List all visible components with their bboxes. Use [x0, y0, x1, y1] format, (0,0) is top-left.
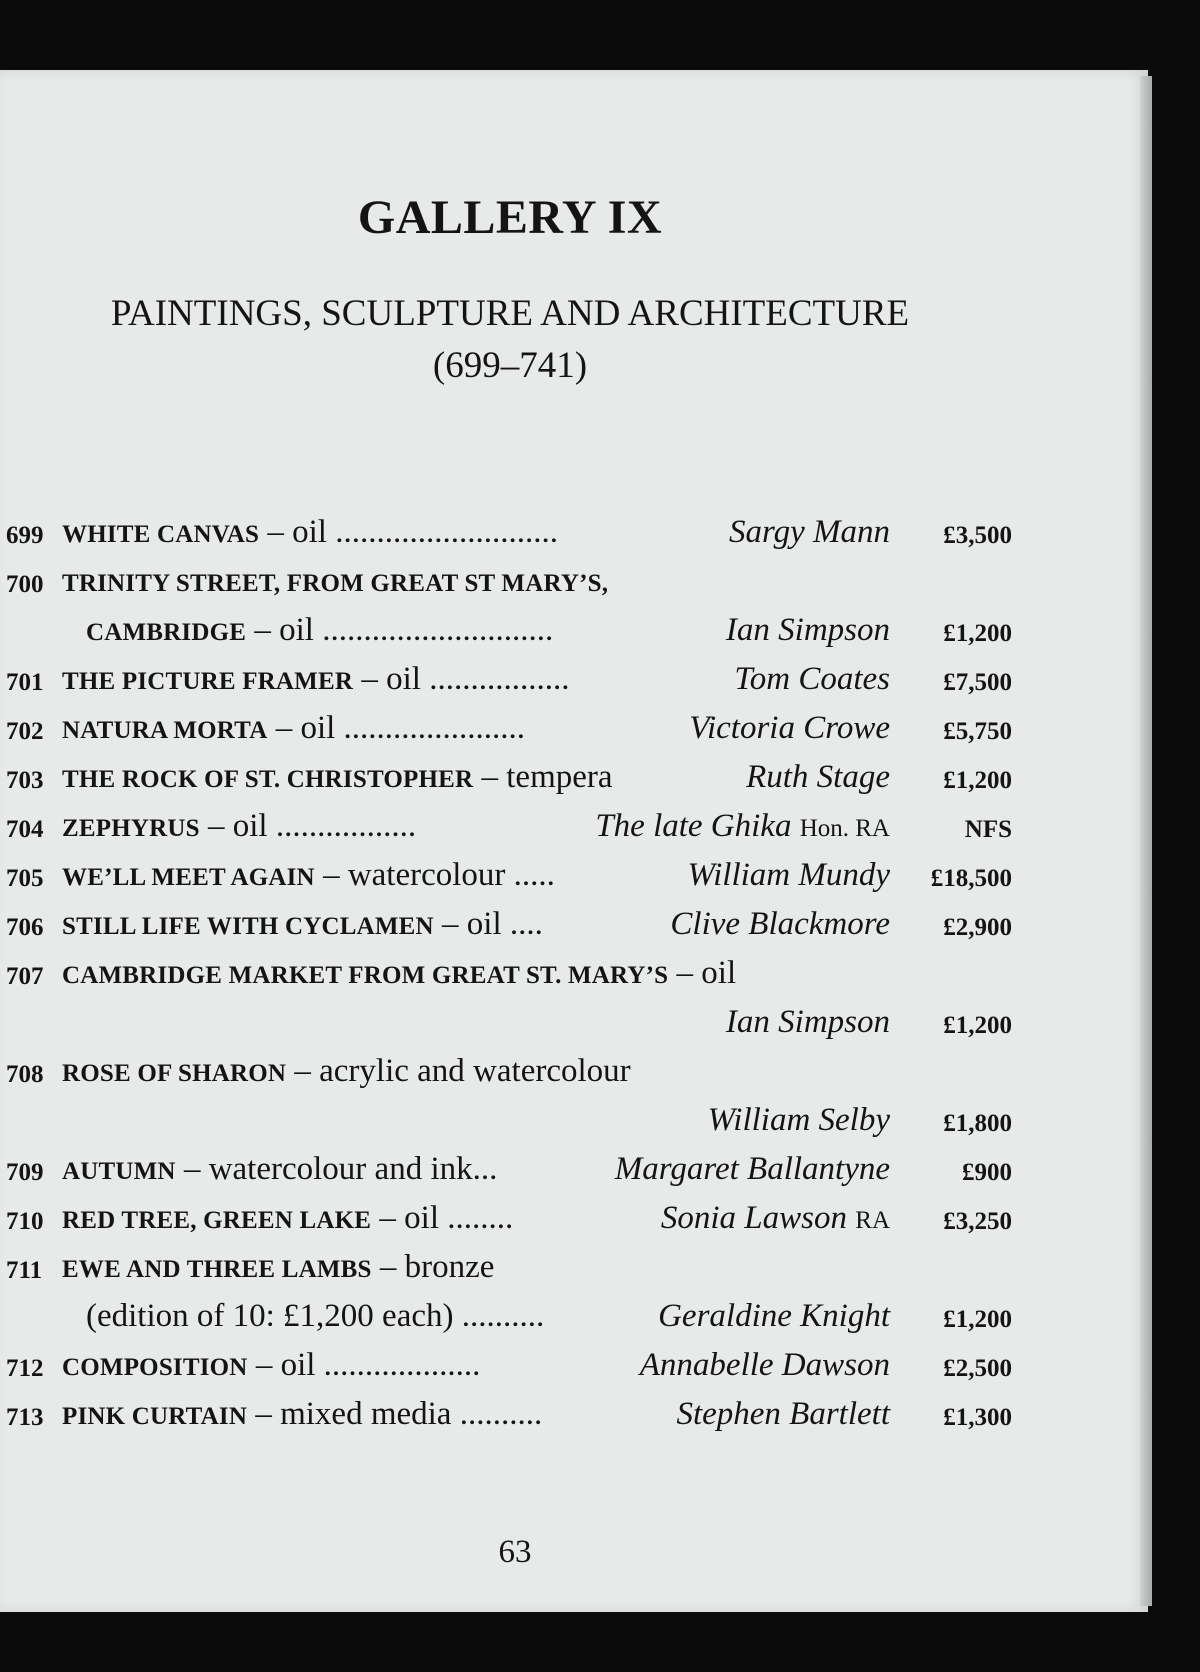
entry-number: 711	[6, 1257, 43, 1284]
entry-price: £1,300	[943, 1404, 1012, 1431]
entry-price: £3,250	[943, 1208, 1012, 1235]
entry-price: £7,500	[943, 669, 1012, 696]
entry-artist: Sargy Mann	[728, 514, 890, 550]
entry-artist: William Mundy	[687, 857, 890, 893]
list-item	[0, 1396, 1020, 1445]
entry-title: ZEPHYRUS	[62, 815, 200, 842]
page-edge	[1140, 76, 1152, 1606]
entry-description	[62, 563, 608, 600]
entry-artist: Annabelle Dawson	[639, 1347, 890, 1383]
list-item	[0, 857, 1020, 906]
list-item	[0, 808, 1020, 857]
entry-artist: The late Ghika Hon. RA	[595, 808, 890, 844]
entry-title: COMPOSITION	[62, 1354, 248, 1381]
entry-number: 709	[6, 1159, 44, 1186]
entry-description: THE PICTURE FRAMER – oil .................	[62, 661, 570, 697]
entry-title: THE ROCK OF ST. CHRISTOPHER	[62, 766, 474, 793]
list-item	[0, 710, 1020, 759]
entry-artist: Clive Blackmore	[670, 906, 890, 942]
entry-price: £1,200	[943, 620, 1012, 647]
entry-description: COMPOSITION – oil ...................	[62, 1347, 481, 1383]
entry-artist: Ian Simpson	[725, 612, 890, 648]
list-item	[0, 1249, 1020, 1298]
entry-number: 713	[6, 1404, 44, 1431]
entry-number: 701	[6, 669, 44, 696]
entry-description: CAMBRIDGE MARKET FROM GREAT ST. MARY’S – oil	[62, 955, 737, 991]
catalogue-entries	[0, 514, 1020, 1445]
entry-medium: bronze	[404, 1249, 495, 1285]
entry-medium: oil	[232, 808, 268, 844]
entry-description: STILL LIFE WITH CYCLAMEN – oil ....	[62, 906, 543, 942]
entry-number: 708	[6, 1061, 44, 1088]
entry-title: AUTUMN	[62, 1158, 176, 1185]
entry-artist: Stephen Bartlett	[676, 1396, 890, 1432]
entry-medium: oil	[386, 661, 421, 697]
entry-number: 706	[6, 914, 44, 941]
entry-title: THE PICTURE FRAMER	[62, 668, 354, 695]
entry-price: £18,500	[930, 865, 1012, 892]
entry-number: 705	[6, 865, 44, 892]
list-item	[0, 514, 1020, 563]
entry-number: 710	[6, 1208, 44, 1235]
entry-medium: mixed media	[280, 1396, 452, 1432]
entry-number: 700	[6, 571, 44, 598]
entry-number: 712	[6, 1355, 44, 1382]
entry-description: NATURA MORTA – oil ......................	[62, 710, 526, 746]
entry-price: £1,200	[943, 1012, 1012, 1039]
entry-number: 707	[6, 963, 44, 990]
entry-title: CAMBRIDGE MARKET FROM GREAT ST. MARY’S	[62, 962, 669, 989]
list-item	[0, 661, 1020, 710]
entry-title: STILL LIFE WITH CYCLAMEN	[62, 913, 434, 940]
entry-medium: acrylic and watercolour	[319, 1053, 631, 1089]
entry-medium: oil	[300, 710, 336, 746]
entry-artist: Margaret Ballantyne	[614, 1151, 890, 1187]
gallery-subtitle: PAINTINGS, SCULPTURE AND ARCHITECTURE	[110, 293, 910, 334]
page-number: 63	[498, 1534, 532, 1570]
list-item	[0, 906, 1020, 955]
entry-medium: tempera	[506, 759, 613, 795]
entry-title: NATURA MORTA	[62, 717, 268, 744]
entry-description: ZEPHYRUS – oil .................	[62, 808, 417, 844]
entry-price: £5,750	[943, 718, 1012, 745]
entry-number: 699	[6, 522, 44, 549]
entry-medium: oil	[280, 1347, 316, 1383]
list-item	[0, 1347, 1020, 1396]
entry-price: £2,500	[943, 1355, 1012, 1382]
entry-price: £1,200	[943, 1306, 1012, 1333]
entry-medium: oil	[701, 955, 737, 991]
list-item	[0, 1053, 1020, 1102]
entry-artist: Ruth Stage	[746, 759, 890, 795]
entry-medium: oil	[466, 906, 502, 942]
entry-description: WHITE CANVAS – oil ...........................	[62, 514, 558, 550]
entry-title: EWE AND THREE LAMBS	[62, 1256, 372, 1283]
entry-number: 702	[6, 718, 44, 745]
entry-title: TRINITY STREET, FROM GREAT ST MARY’S,	[62, 570, 609, 597]
list-item-continuation	[0, 612, 1020, 661]
entry-title: PINK CURTAIN	[62, 1403, 248, 1430]
entry-description: CAMBRIDGE – oil ............................	[86, 612, 554, 648]
entry-price: £900	[962, 1159, 1012, 1186]
gallery-title: GALLERY IX	[357, 191, 663, 244]
entry-description: PINK CURTAIN – mixed media ..........	[62, 1396, 543, 1432]
list-item-continuation	[0, 1102, 1020, 1151]
entry-description: WE’LL MEET AGAIN – watercolour .....	[62, 857, 555, 893]
list-item-continuation	[0, 1004, 1020, 1053]
list-item	[0, 1200, 1020, 1249]
list-item	[0, 563, 1020, 612]
list-item	[0, 1151, 1020, 1200]
entry-number: 703	[6, 767, 44, 794]
entry-medium: watercolour	[347, 857, 506, 893]
artist-suffix: Hon. RA	[799, 815, 890, 842]
entry-title: WE’LL MEET AGAIN	[62, 864, 315, 891]
entry-price: £3,500	[943, 522, 1012, 549]
entry-price: NFS	[964, 816, 1012, 843]
entry-artist: Ian Simpson	[725, 1004, 890, 1040]
entry-description: RED TREE, GREEN LAKE – oil ........	[62, 1200, 514, 1236]
list-item	[0, 955, 1020, 1004]
entry-number: 704	[6, 816, 44, 843]
entry-description: THE ROCK OF ST. CHRISTOPHER – tempera	[62, 759, 613, 795]
entry-medium: oil	[279, 612, 314, 648]
entry-price: £2,900	[943, 914, 1012, 941]
entry-medium: oil	[292, 514, 327, 550]
entry-title: ROSE OF SHARON	[62, 1060, 287, 1087]
entry-title: RED TREE, GREEN LAKE	[62, 1207, 372, 1234]
entry-artist: Sonia Lawson RA	[660, 1200, 890, 1236]
entry-description: AUTUMN – watercolour and ink...	[62, 1151, 498, 1187]
entry-medium: watercolour and ink	[208, 1151, 473, 1187]
entry-note: (edition of 10: £1,200 each) ..........	[86, 1298, 545, 1334]
catalogue-range: (699–741)	[432, 345, 588, 386]
entry-description: EWE AND THREE LAMBS – bronze	[62, 1249, 495, 1285]
entry-title-continued: CAMBRIDGE	[86, 619, 247, 646]
entry-artist: Tom Coates	[734, 661, 890, 697]
entry-artist: Victoria Crowe	[689, 710, 890, 746]
list-item	[0, 759, 1020, 808]
entry-price: £1,200	[943, 767, 1012, 794]
entry-description: ROSE OF SHARON – acrylic and watercolour	[62, 1053, 631, 1089]
entry-artist: Geraldine Knight	[658, 1298, 890, 1334]
artist-suffix: RA	[855, 1207, 890, 1234]
entry-price: £1,800	[943, 1110, 1012, 1137]
entry-artist: William Selby	[707, 1102, 890, 1138]
list-item-continuation	[0, 1298, 1020, 1347]
entry-medium: oil	[404, 1200, 440, 1236]
entry-title: WHITE CANVAS	[62, 521, 260, 548]
